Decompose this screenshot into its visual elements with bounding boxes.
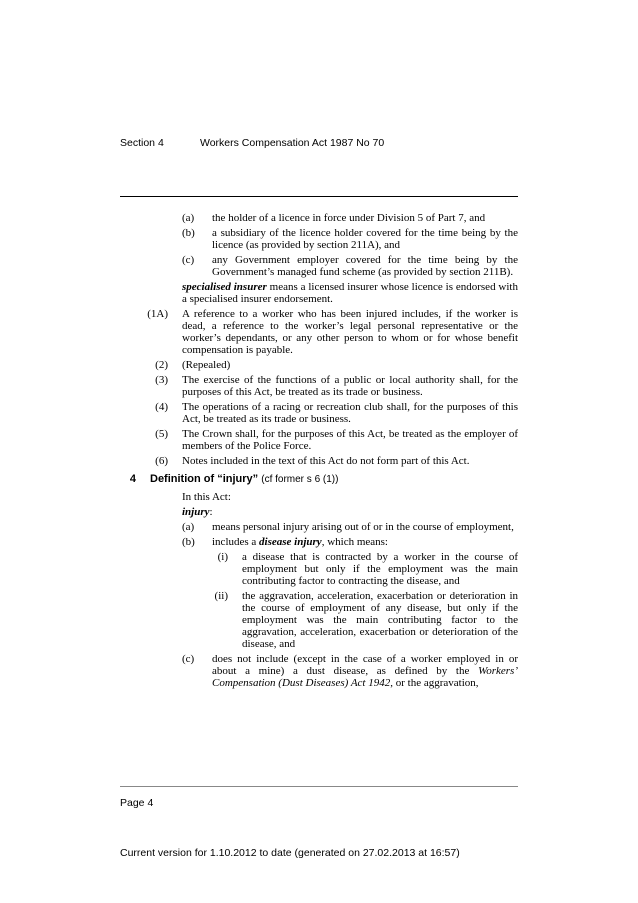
list-item-text: a subsidiary of the licence holder covered for the time being by the licence (as provided by section 211A), and [212, 227, 518, 251]
act-citation: Workers’ Compensation (Dust Diseases) Act 1942 [212, 665, 518, 689]
subsection-number: (4) [155, 401, 168, 413]
subsection-text: The Crown shall, for the purposes of this Act, be treated as the employer of members of the Police Force. [182, 428, 518, 452]
subsection [120, 374, 518, 398]
list-item-text: any Government employer covered for the time being by the Government’s managed fund scheme (as provided by section 211B). [212, 254, 518, 278]
list-item-number: (a) [182, 212, 195, 224]
definition-text: means a licensed insurer whose licence is endorsed with a specialised insurer endorsement. [182, 281, 518, 305]
list-item [120, 212, 518, 224]
subsection-text: Notes included in the text of this Act do not form part of this Act. [182, 455, 470, 467]
list-item-text: does not include (except in the case of a worker employed in or about a mine) a dust disease, as defined by the [212, 653, 518, 677]
running-header-section: Section 4 [120, 137, 164, 149]
intro-line [120, 491, 518, 503]
definition-injury [120, 506, 518, 518]
document-body [120, 212, 518, 692]
sublist-item-number: (ii) [214, 590, 228, 602]
subsection-text: (Repealed) [182, 359, 231, 371]
defined-term: disease injury [259, 536, 322, 548]
intro-text: In this Act: [182, 491, 231, 503]
footer-rule [120, 786, 518, 787]
page-number: Page 4 [120, 797, 154, 809]
version-note: Current version for 1.10.2012 to date (generated on 27.02.2013 at 16:57) [120, 847, 460, 859]
list-item-number: (b) [182, 536, 195, 548]
subsection-text: The exercise of the functions of a public or local authority shall, for the purposes of this Act, be treated as its trade or business. [182, 374, 518, 398]
subsection-number: (1A) [147, 308, 168, 320]
definition-specialised-insurer [120, 281, 518, 305]
sublist-item-number: (i) [217, 551, 228, 563]
list-item [120, 521, 518, 533]
list-item-number: (c) [182, 653, 195, 665]
definition-colon: : [209, 506, 213, 518]
subsection-number: (2) [155, 359, 168, 371]
subsection-number: (5) [155, 428, 168, 440]
sublist-item [120, 590, 518, 650]
running-header-act-title: Workers Compensation Act 1987 No 70 [200, 137, 385, 149]
sublist-item [120, 551, 518, 587]
section-note: (cf former s 6 (1)) [261, 474, 339, 485]
list-item-number: (a) [182, 521, 195, 533]
subsection [120, 359, 518, 371]
sublist-item-text: a disease that is contracted by a worker in the course of employment but only if the employment was the main contributing factor to contracting the disease, and [242, 551, 518, 587]
list-item-text: means personal injury arising out of or in the course of employment, [212, 521, 514, 533]
subsection [120, 308, 518, 356]
list-item-text: includes a [212, 536, 260, 548]
section-heading [120, 473, 518, 486]
defined-term: specialised insurer [182, 281, 267, 293]
subsection-number: (3) [155, 374, 168, 386]
list-item-number: (c) [182, 254, 195, 266]
list-item [120, 254, 518, 278]
subsection-text: The operations of a racing or recreation club shall, for the purposes of this Act, be treated as its trade or business. [182, 401, 518, 425]
subsection [120, 428, 518, 452]
list-item-text: , or the aggravation, [390, 677, 479, 689]
list-item-text: , which means: [321, 536, 388, 548]
list-item-text: the holder of a licence in force under Division 5 of Part 7, and [212, 212, 486, 224]
defined-term: injury [182, 506, 210, 518]
section-title: Definition of “injury” [150, 473, 259, 485]
subsection-number: (6) [155, 455, 168, 467]
list-item-number: (b) [182, 227, 195, 239]
subsection [120, 401, 518, 425]
list-item [120, 227, 518, 251]
section-number: 4 [129, 473, 136, 485]
subsection [120, 455, 518, 467]
subsection-text: A reference to a worker who has been injured includes, if the worker is dead, a reference to the worker’s legal personal representative or the worker’s dependants, or any other person to whom or for whose benefit compensation is payable. [182, 308, 518, 356]
sublist-item-text: the aggravation, acceleration, exacerbation or deterioration in the course of employment of any disease, but only if the employment was the main contributing factor to the aggravation, acceleration, exacerbation or deterioration of the disease, and [242, 590, 518, 650]
list-item [120, 536, 518, 548]
header-rule [120, 196, 518, 197]
list-item [120, 653, 518, 689]
